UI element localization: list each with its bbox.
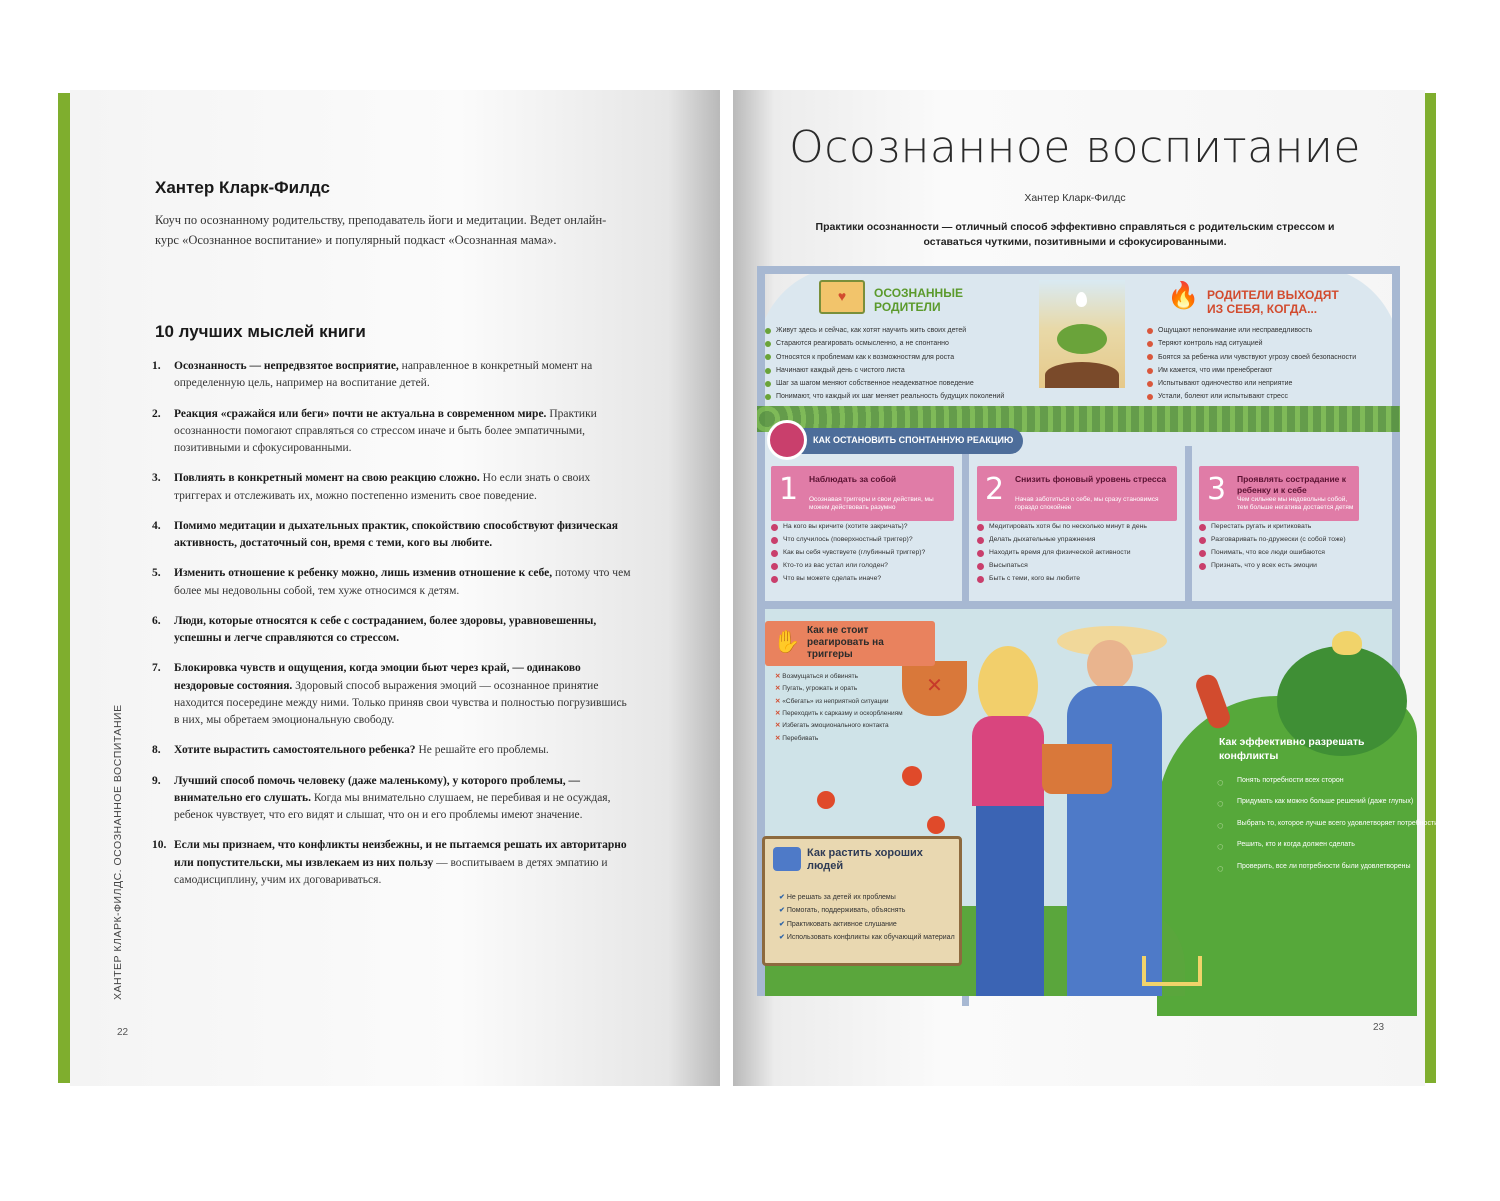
- ten-thoughts-title: 10 лучших мыслей книги: [155, 322, 366, 341]
- greenhouse-frame-top: [757, 266, 1400, 274]
- thought-number: 5.: [152, 567, 161, 580]
- conflicts-title: Как эффективно разрешать конфликты: [1219, 736, 1365, 762]
- conflict-item: ◌ Решить, кто и когда должен сделать: [1217, 840, 1466, 849]
- mindful-item: Понимают, что каждый их шаг меняет реальность будущих поколений: [765, 390, 1004, 403]
- thought-bold: Блокировка чувств и ощущения, когда эмоции бьют через край, — одинаково нездоровые состояния.: [174, 662, 581, 692]
- thought-item: [152, 660, 632, 729]
- thought-bold: Повлиять в конкретный момент на свою реакцию сложно.: [174, 472, 480, 485]
- step1-item: На кого вы кричите (хотите закричать)?: [771, 521, 925, 534]
- book-heart-icon: ♥: [819, 280, 865, 314]
- tomato-icon: [927, 816, 945, 834]
- thought-item: [152, 613, 632, 648]
- author-name: Хантер Кларк-Филдс: [155, 178, 330, 197]
- thought-text: направленное в конкретный момент на определенную цель, например на воспитание детей.: [174, 360, 593, 390]
- step1-item: Кто-то из вас устал или голоден?: [771, 560, 925, 573]
- thought-item: [152, 837, 632, 889]
- daughter-skirt: [976, 806, 1044, 996]
- triggers-list: [775, 671, 903, 745]
- grow-sign-title: Как растить хороших людей: [807, 847, 923, 873]
- step-card: [977, 466, 1177, 521]
- trigger-item: ✕ Перебивать: [775, 733, 903, 745]
- thought-item: [152, 773, 632, 825]
- sprout-illustration: [1039, 280, 1125, 388]
- thought-number: 10.: [152, 839, 167, 852]
- book-cover-edge-right: [1424, 93, 1436, 1083]
- thought-text: Когда мы внимательно слушаем, не перебивая и не осуждая, ребенок чувствует, что его видят и слышат, что он и его проблемы имеют значение.: [174, 791, 611, 821]
- step1-item: Что случилось (поверхностный триггер)?: [771, 534, 925, 547]
- conflicts-list: [1217, 776, 1466, 883]
- thought-bold: Если мы признаем, что конфликты неизбежны, и не пытаемся решать их авторитарно или попустительски, мы извлекаем из них пользу: [174, 839, 627, 869]
- thought-item: [152, 518, 632, 553]
- step2-item: Быть с теми, кого вы любите: [977, 573, 1147, 586]
- thought-text: — воспитываем в детях эмпатию и самодисциплину, учим их договариваться.: [174, 856, 608, 886]
- lose-it-item: Испытывают одиночество или неприятие: [1147, 377, 1356, 390]
- conflict-item: ◌ Проверить, все ли потребности были удовлетворены: [1217, 862, 1466, 871]
- mindful-parents-title: ОСОЗНАННЫЕ РОДИТЕЛИ: [874, 286, 963, 315]
- thought-bold: Реакция «сражайся или беги» почти не актуальна в современном мире.: [174, 407, 547, 420]
- thought-item: [152, 470, 632, 505]
- mindful-item: Живут здесь и сейчас, как хотят научить жить своих детей: [765, 324, 1004, 337]
- thought-number: 6.: [152, 614, 161, 627]
- thought-number: 7.: [152, 662, 161, 675]
- step-number: 1: [779, 472, 799, 507]
- step2-list: [977, 521, 1147, 586]
- grow-list: [779, 891, 955, 944]
- thought-bold: Люди, которые относятся к себе с состраданием, более здоровы, уравновешенны, успешны и легче справляются со стрессом.: [174, 614, 597, 644]
- react-banner: [773, 428, 1023, 454]
- thought-item: [152, 742, 632, 759]
- grow-item: ✔ Не решать за детей их проблемы: [779, 891, 955, 904]
- thought-item: [152, 406, 632, 458]
- step1-item: Как вы себя чувствуете (глубинный триггер)?: [771, 547, 925, 560]
- mother-head: [1087, 640, 1133, 690]
- grow-item: ✔ Практиковать активное слушание: [779, 918, 955, 931]
- step-description: Чем сильнее мы недовольны собой, тем больше негатива достается детям: [1237, 496, 1354, 512]
- thought-number: 1.: [152, 360, 161, 372]
- step-title: Наблюдать за собой: [809, 474, 897, 484]
- author-bio: Коуч по осознанному родительству, преподаватель йоги и медитации. Ведет онлайн-курс «Осознанное воспитание» и популярный подкаст «Осознанная мама».: [155, 213, 607, 247]
- thought-bold: Лучший способ помочь человеку (даже маленькому), у которого проблемы, — внимательно его слушать.: [174, 774, 581, 804]
- thought-text: Но если знать о своих триггерах и отслеживать их, можно постепенно изменить свое поведение.: [174, 472, 591, 502]
- sprout-leaves: [1057, 324, 1107, 354]
- triggers-box: [765, 621, 935, 666]
- thought-number: 8.: [152, 744, 161, 757]
- react-banner-label: КАК ОСТАНОВИТЬ СПОНТАННУЮ РЕАКЦИЮ: [813, 435, 1014, 445]
- thought-text: Не решайте его проблемы.: [415, 744, 549, 757]
- soil-mound: [1045, 362, 1119, 388]
- trigger-item: ✕ Пугать, угрожать и орать: [775, 683, 903, 695]
- hanging-planter: ✕: [902, 661, 967, 716]
- lose-it-list: [1147, 324, 1356, 404]
- step-number: 2: [985, 472, 1005, 507]
- tomato-icon: [902, 766, 922, 786]
- step2-item: Высыпаться: [977, 560, 1147, 573]
- rake-icon: [1142, 956, 1202, 986]
- flower-pot: [1042, 744, 1112, 794]
- infographic-title: Осознанное воспитание: [789, 122, 1361, 173]
- step1-item: Что вы можете сделать иначе?: [771, 573, 925, 586]
- daughter-figure: [972, 646, 1052, 996]
- step2-item: Делать дыхательные упражнения: [977, 534, 1147, 547]
- step3-item: Признать, что у всех есть эмоции: [1199, 560, 1346, 573]
- step-title: Проявлять сострадание к ребенку и к себе: [1237, 474, 1347, 495]
- lose-it-item: Им кажется, что ими пренебрегают: [1147, 364, 1356, 377]
- step2-item: Медитировать хотя бы по несколько минут в день: [977, 521, 1147, 534]
- mindful-item: Шаг за шагом меняют собственное неадекватное поведение: [765, 377, 1004, 390]
- thought-item: [152, 565, 632, 600]
- conflict-item: ◌ Понять потребности всех сторон: [1217, 776, 1466, 785]
- thoughts-list: [152, 358, 632, 902]
- bird-icon: [1332, 631, 1362, 655]
- mindful-list: [765, 324, 1004, 404]
- mother-figure: [1057, 626, 1167, 996]
- page-number-left: 22: [117, 1027, 129, 1038]
- thought-number: 3.: [152, 472, 161, 485]
- lose-it-item: Ощущают непонимание или несправедливость: [1147, 324, 1356, 337]
- page-number-right: 23: [1373, 1022, 1385, 1033]
- greenhouse-frame-crossbar: [757, 601, 1400, 609]
- infographic-lead: Практики осознанности — отличный способ эффективно справляться с родительским стрессом и оставаться чуткими, позитивными и сфокусированными.: [815, 221, 1335, 249]
- step-card: [1199, 466, 1359, 521]
- tomato-icon: [817, 791, 835, 809]
- step-card: [771, 466, 954, 521]
- step-title: Снизить фоновый уровень стресса: [1015, 474, 1167, 484]
- trigger-item: ✕ Переходить к сарказму и оскорблениям: [775, 708, 903, 720]
- thought-bold: Помимо медитации и дыхательных практик, спокойствию способствуют физическая активность, достаточный сон, время с теми, кого вы любите.: [174, 519, 618, 549]
- infographic-author: Хантер Кларк-Филдс: [1024, 192, 1126, 204]
- thought-number: 2.: [152, 407, 161, 420]
- thought-bold: Осознанность — непредвзятое восприятие,: [174, 360, 399, 372]
- thought-bold: Изменить отношение к ребенку можно, лишь изменив отношение к себе,: [174, 567, 553, 580]
- lose-it-item: Теряют контроль над ситуацией: [1147, 337, 1356, 350]
- mindful-item: Относятся к проблемам как к возможностям для роста: [765, 351, 1004, 364]
- trigger-item: ✕ Возмущаться и обвинять: [775, 671, 903, 683]
- thought-number: 9.: [152, 774, 161, 787]
- running-head-vertical: ХАНТЕР КЛАРК-ФИЛДС. ОСОЗНАННОЕ ВОСПИТАНИЕ: [112, 704, 124, 1000]
- step-description: Осознавая триггеры и свои действия, мы можем действовать разумно: [809, 496, 934, 512]
- mindful-item: Стараются реагировать осмысленно, а не спонтанно: [765, 337, 1004, 350]
- step3-item: Понимать, что все люди ошибаются: [1199, 547, 1346, 560]
- grow-item: ✔ Использовать конфликты как обучающий материал: [779, 931, 955, 944]
- step2-item: Находить время для физической активности: [977, 547, 1147, 560]
- thought-bold: Хотите вырастить самостоятельного ребенка?: [174, 744, 416, 757]
- conflict-item: ◌ Придумать как можно больше решений (даже глупых): [1217, 797, 1466, 806]
- triggers-title: Как не стоит реагировать на триггеры: [807, 625, 884, 660]
- thought-number: 4.: [152, 519, 161, 532]
- lose-it-item: Устали, болеют или испытывают стресс: [1147, 390, 1356, 403]
- trigger-item: ✕ «Сбегать» из неприятной ситуации: [775, 696, 903, 708]
- step3-item: Разговаривать по-дружески (с собой тоже): [1199, 534, 1346, 547]
- thought-text: Здоровый способ выражения эмоций — осознанное принятие находится посередине между ними. Только приняв свои чувства и полностью погрузившись в них, мы обретаем эмоциональную свободу.: [174, 679, 627, 726]
- step-number: 3: [1207, 472, 1227, 507]
- daughter-top: [972, 716, 1044, 806]
- mindful-item: Начинают каждый день с чистого листа: [765, 364, 1004, 377]
- spray-bottle-icon: [767, 420, 807, 460]
- trigger-item: ✕ Избегать эмоционального контакта: [775, 720, 903, 732]
- infographic-greenhouse: [757, 266, 1467, 996]
- step3-item: Перестать ругать и критиковать: [1199, 521, 1346, 534]
- thought-text: Практики осознанности помогают справляться со стрессом иначе и быть более эмпатичными, позитивными и сфокусированными.: [174, 407, 597, 454]
- daughter-hair: [978, 646, 1038, 726]
- mother-dress: [1067, 686, 1162, 996]
- step3-list: [1199, 521, 1346, 573]
- lose-it-title: РОДИТЕЛИ ВЫХОДЯТ ИЗ СЕБЯ, КОГДА...: [1207, 288, 1339, 317]
- step1-list: [771, 521, 925, 586]
- thought-item: [152, 358, 632, 393]
- step-description: Начав заботиться о себе, мы сразу становимся гораздо спокойнее: [1015, 496, 1159, 512]
- fire-icon: 🔥: [1167, 280, 1200, 310]
- conflict-item: ◌ Выбрать то, которое лучше всего удовлетворяет потребности каждого: [1217, 819, 1466, 828]
- watering-can-icon: [773, 847, 801, 871]
- thought-text: потому что чем более мы недовольны собой, тем хуже относимся к детям.: [174, 567, 631, 597]
- water-drop-icon: [1076, 292, 1087, 307]
- grow-item: ✔ Помогать, поддерживать, объяснять: [779, 904, 955, 917]
- stop-hand-icon: ✋: [773, 629, 801, 654]
- lose-it-item: Боятся за ребенка или чувствуют угрозу своей безопасности: [1147, 351, 1356, 364]
